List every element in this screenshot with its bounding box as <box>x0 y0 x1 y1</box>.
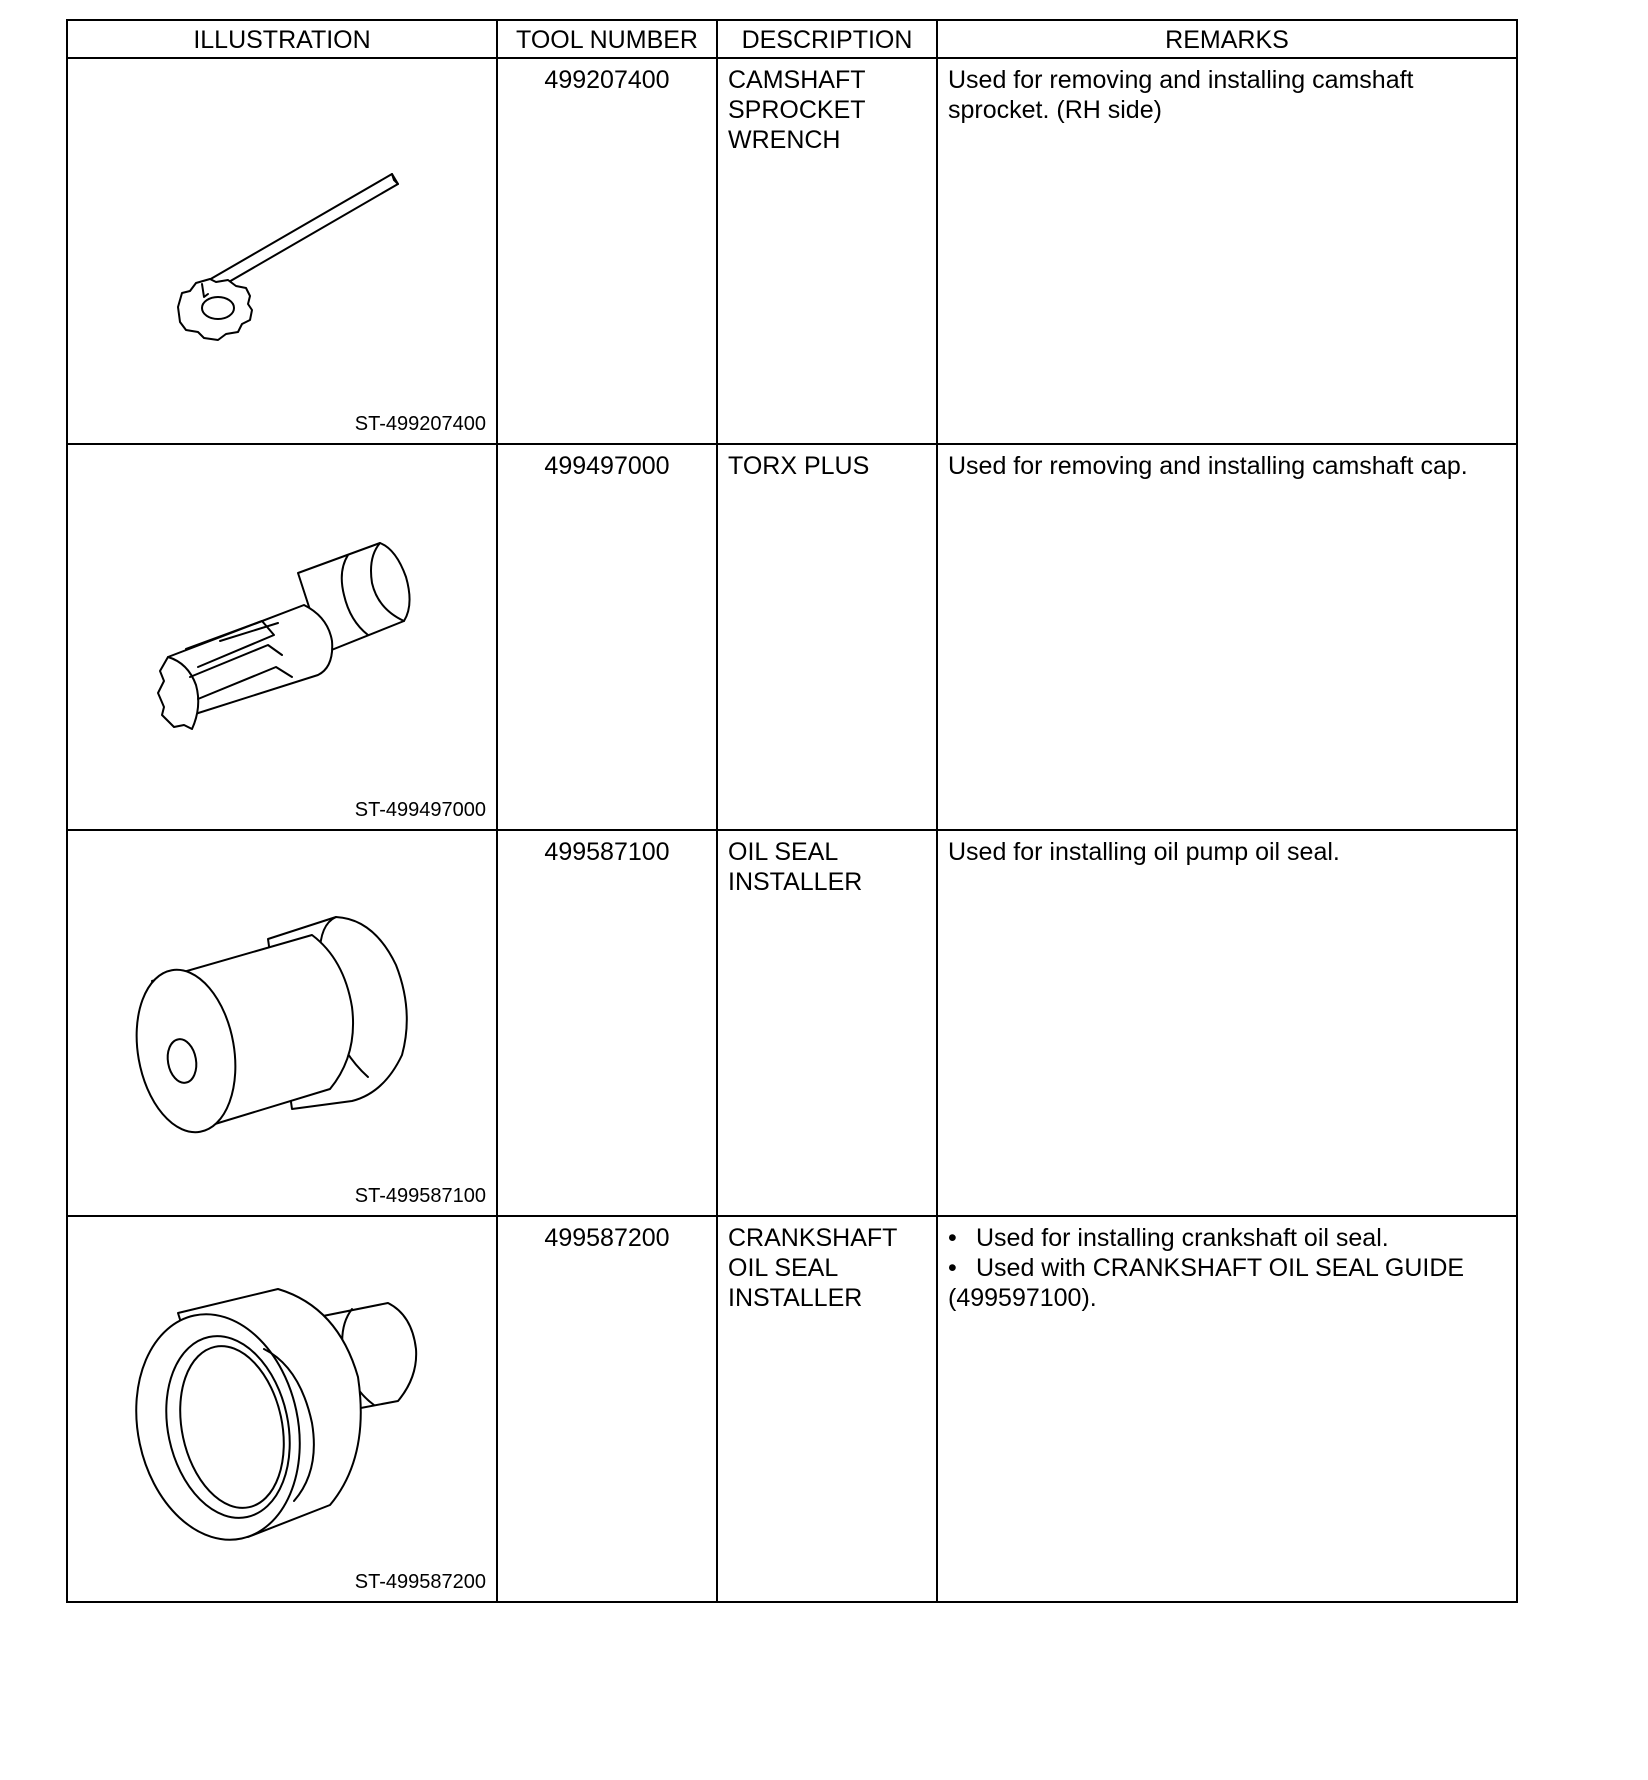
remarks-cell <box>937 830 1517 1216</box>
illustration-cell <box>67 444 497 830</box>
description-line: CRANKSHAFT <box>728 1224 898 1252</box>
header-tool-number: TOOL NUMBER <box>497 20 717 58</box>
remarks-bullet-item <box>948 1253 1508 1283</box>
description-cell <box>717 444 937 830</box>
description-line: OIL SEAL <box>728 1254 839 1282</box>
description-line: CAMSHAFT <box>728 66 866 94</box>
crankshaft-oil-seal-installer-icon <box>68 1217 498 1603</box>
header-illustration: ILLUSTRATION <box>67 20 497 58</box>
description-line: WRENCH <box>728 126 841 154</box>
remarks-line: Used for installing oil pump oil seal. <box>948 838 1340 866</box>
header-remarks: REMARKS <box>937 20 1517 58</box>
description-line: SPROCKET <box>728 96 866 124</box>
description-cell <box>717 58 937 444</box>
tool-number: 499587100 <box>497 830 717 1216</box>
table-row <box>67 1216 1517 1602</box>
description-line: OIL SEAL <box>728 838 839 866</box>
remarks-line: sprocket. (RH side) <box>948 96 1162 124</box>
description-cell <box>717 1216 937 1602</box>
remarks-cell <box>937 1216 1517 1602</box>
table-row <box>67 444 1517 830</box>
sprocket-wrench-icon <box>68 59 498 445</box>
bullet-icon: • <box>948 1224 957 1252</box>
header-description: DESCRIPTION <box>717 20 937 58</box>
tool-number: 499207400 <box>497 58 717 444</box>
description-cell <box>717 830 937 1216</box>
description-line: TORX PLUS <box>728 452 870 480</box>
remarks-line: Used for removing and installing camshaft cap. <box>948 452 1468 480</box>
tool-number: 499587200 <box>497 1216 717 1602</box>
remarks-bullet-list <box>948 1223 1508 1283</box>
illustration-code: ST-499207400 <box>354 413 486 435</box>
header-row <box>67 20 1517 58</box>
remarks-cell <box>937 444 1517 830</box>
illustration-code: ST-499587100 <box>354 1185 486 1207</box>
illustration-cell <box>67 58 497 444</box>
illustration-cell <box>67 830 497 1216</box>
description-line: INSTALLER <box>728 868 863 896</box>
remarks-bullet-text: Used with CRANKSHAFT OIL SEAL GUIDE <box>976 1254 1465 1282</box>
illustration-cell <box>67 1216 497 1602</box>
bullet-icon: • <box>948 1254 957 1282</box>
tool-number: 499497000 <box>497 444 717 830</box>
remarks-cell <box>937 58 1517 444</box>
description-line: INSTALLER <box>728 1284 863 1312</box>
remarks-bullet-item <box>948 1223 1508 1253</box>
torx-plus-bit-icon <box>68 445 498 831</box>
table-row <box>67 830 1517 1216</box>
oil-seal-installer-icon <box>68 831 498 1217</box>
table-row <box>67 58 1517 444</box>
remarks-continuation: (499597100). <box>948 1284 1097 1312</box>
remarks-line: Used for removing and installing camshaft <box>948 66 1414 94</box>
illustration-code: ST-499497000 <box>354 799 486 821</box>
illustration-code: ST-499587200 <box>354 1571 486 1593</box>
remarks-bullet-text: Used for installing crankshaft oil seal. <box>976 1224 1389 1252</box>
special-tools-table <box>66 19 1518 1603</box>
